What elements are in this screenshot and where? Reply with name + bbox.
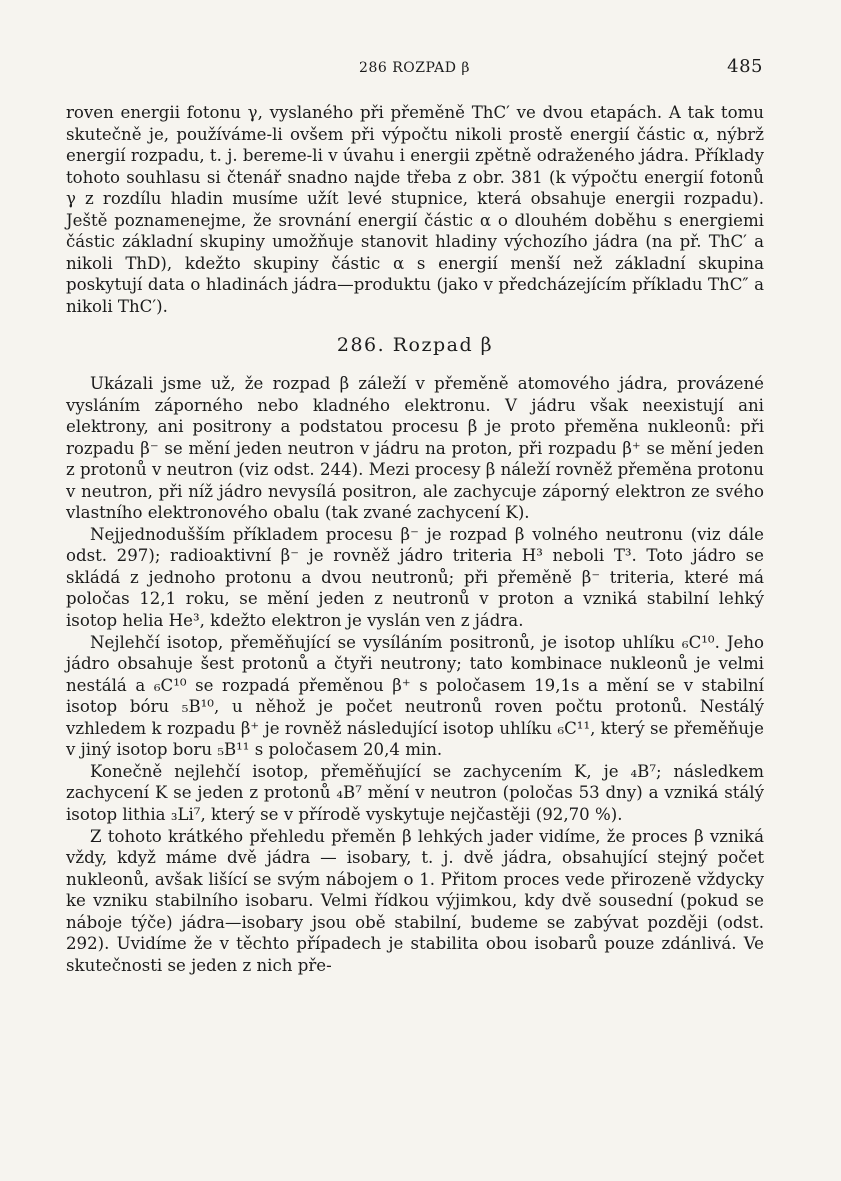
paragraph-isobars: Z tohoto krátkého přehledu přeměn β lehkých jader vidíme, že proces β vzniká vždy, když máme dvě jádra — isobary, t. j. dvě jádra, obsahující stejný počet nukleonů, avšak lišící se svým nábojem o 1. Přitom proces vede přirozeně vždycky ke vzniku stabilního isobaru. Velmi řídkou výjimkou, kdy dvě sousední (pokud se náboje týče) jádra—isobary jsou obě stabilní, budeme se zabývat později (odst. 292). Uvidíme že v těchto případech je stabilita obou isobarů pouze zdánlivá. Ve skutečnosti se jeden z nich pře-	[66, 826, 764, 975]
paragraph-neutron-tritium: Nejjednodušším příkladem procesu β⁻ je rozpad β volného neutronu (viz dále odst. 297); radioaktivní β⁻ je rovněž jádro triteria H³ neboli T³. Toto jádro se skládá z jednoho protonu a dvou neutronů; při přeměně β⁻ triteria, které má poločas 12,1 roku, se mění jeden z neutronů v proton a vzniká stabilní lehký isotop helia He³, kdežto elektron je vyslán ven z jádra.	[66, 524, 764, 631]
paragraph-carbon-isotopes: Nejlehčí isotop, přeměňující se vysíláním positronů, je isotop uhlíku ₆C¹⁰. Jeho jádro obsahuje šest protonů a čtyři neutrony; tato kombinace nukleonů je velmi nestálá a ₆C¹⁰ se rozpadá přeměnou β⁺ s poločasem 19,1s a mění se v stabilní isotop bóru ₅B¹⁰, u něhož je počet neutronů roven počtu protonů. Nestálý vzhledem k rozpadu β⁺ je rovněž následující isotop uhlíku ₆C¹¹, který se přeměňuje v jiný isotop boru ₅B¹¹ s poločasem 20,4 min.	[66, 632, 764, 760]
page-header	[66, 52, 763, 82]
page-number: 485	[727, 56, 763, 77]
paragraph-continuation: roven energii fotonu γ, vyslaného při přeměně ThC′ ve dvou etapách. A tak tomu skutečně je, používáme-li ovšem při výpočtu nikoli prostě energií částic α, nýbrž energií rozpadu, t. j. bereme-li v úvahu i energii zpětně odraženého jádra. Příklady tohoto souhlasu si čtenář snadno najde třeba z obr. 381 (k výpočtu energií fotonů γ z rozdílu hladin musíme užít levé stupnice, která obsahuje energii rozpadu). Ještě poznamenejme, že srovnání energií částic α o dlouhém doběhu s energiemi částic základní skupiny umožňuje stanovit hladiny výchozího jádra (na př. ThC′ a nikoli ThD), kdežto skupiny částic α s energií menší než základní skupina poskytují data o hladinách jádra—produktu (jako v předcházejícím příkladu ThC″ a nikoli ThC′).	[66, 103, 764, 316]
running-head: 286 ROZPAD β	[359, 60, 470, 76]
paragraph-electron-capture: Konečně nejlehčí isotop, přeměňující se zachycením K, je ₄B⁷; následkem zachycení K se jeden z protonů ₄B⁷ mění v neutron (poločas 53 dny) a vzniká stálý isotop lithia ₃Li⁷, který se v přírodě vyskytuje nejčastěji (92,70 %).	[66, 761, 764, 824]
body-text	[66, 102, 764, 976]
section-title: 286. Rozpad β	[336, 334, 494, 357]
paragraph-beta-decay-intro: Ukázali jsme už, že rozpad β záleží v přeměně atomového jádra, provázené vysláním záporného nebo kladného elektronu. V jádru však neexistují ani elektrony, ani positrony a podstatou procesu β je proto přeměna nukleonů: při rozpadu β⁻ se mění jeden neutron v jádru na proton, při rozpadu β⁺ se mění jeden z protonů v neutron (viz odst. 244). Mezi procesy β náleží rovněž přeměna protonu v neutron, při níž jádro nevysílá positron, ale zachycuje záporný elektron ze svého vlastního elektronového obalu (tak zvané zachycení K).	[66, 374, 764, 523]
